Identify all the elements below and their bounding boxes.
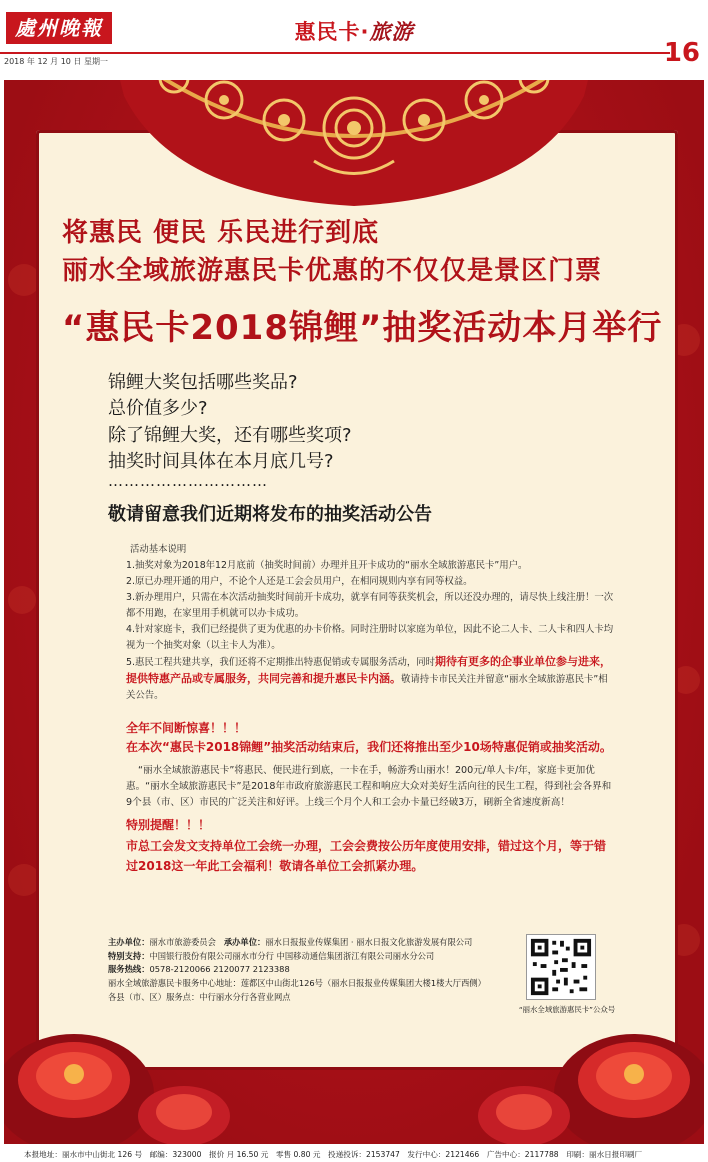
headline-1: 将惠民 便民 乐民进行到底 xyxy=(62,218,380,248)
support-value: 中国银行股份有限公司丽水市分行 中国移动通信集团浙江有限公司丽水分公司 xyxy=(149,950,435,961)
rule-item-2: 2.原已办理开通的用户，不论个人还是工会会员用户，在相同规则内享有同等权益。 xyxy=(126,576,473,587)
organizer-value: 丽水市旅游委员会 xyxy=(149,937,216,947)
reminder-body: 市总工会发文支持单位工会统一办理，工会会费按公历年度使用安排，错过这个月，等于错过2018这一年此工会福利！敬请各单位工会抓紧办理。 xyxy=(126,839,607,873)
headline-main: “惠民卡2018锦鲤”抽奖活动本月举行 xyxy=(62,308,663,348)
rule-item-1: 1.抽奖对象为2018年12月底前（抽奖时间前）办理并且开卡成功的“丽水全域旅游惠民卡”用户。 xyxy=(126,560,528,571)
rule-item-5-tail: 敬请持卡市民关注并留意“丽水全域旅游惠民卡”相关公告。 xyxy=(126,674,608,701)
masthead xyxy=(0,0,708,70)
question-3: 除了锦鲤大奖，还有哪些奖项? xyxy=(108,425,352,446)
event-body: 在本次“惠民卡2018锦鲤”抽奖活动结束后，我们还将推出至少10场特惠促销或抽奖活动。 xyxy=(126,740,612,754)
peony-left xyxy=(4,984,234,1144)
rule-item-5 xyxy=(126,654,614,704)
hotline-value: 0578-2120066 2120077 2123388 xyxy=(149,964,290,975)
undertaker-value: 丽水日报报业传媒集团 · 丽水日报文化旅游发展有限公司 xyxy=(265,937,473,947)
section-main: 旅游 xyxy=(369,19,414,44)
rule-item-5-text: 5.惠民工程共建共享，我们还将不定期推出特惠促销或专属服务活动，同时 xyxy=(126,657,435,668)
event-block xyxy=(126,720,614,876)
rule-item-5-highlight: 期待有更多的企事业单位参与进来，提供特惠产品或专属服务，共同完善和提升惠民卡内涵。 xyxy=(126,655,611,685)
activity-rules xyxy=(126,542,614,704)
question-2: 总价值多少? xyxy=(108,398,208,419)
card-description: “丽水全域旅游惠民卡”将惠民、便民进行到底，一卡在手，畅游秀山丽水！200元/单人卡/年，家庭卡更加优惠。“丽水全域旅游惠民卡”是2018年市政府旅游惠民工程和响应大众对美好生活向往的民生工程，得到社会各界和9个县（市、区）市民的广泛关注和好评。上线三个月个人和工会办卡量已经破3万，刷新全省速度新高！ xyxy=(126,765,612,808)
dotted-separator: ………………………… xyxy=(108,472,268,490)
credits xyxy=(108,936,528,1005)
header-rule xyxy=(0,52,670,54)
organizer-label: 主办单位： xyxy=(108,937,150,947)
newspaper-logo: 處州晚報 xyxy=(6,12,112,44)
newspaper-footer: 本报地址：丽水市中山街北 126 号 邮编：323000 报价 月 16.50 元 零售 0.80 元 投递投诉：2153747 发行中心：2121466 广告中心：2117788 印刷：丽水日报印刷厂 xyxy=(24,1150,643,1159)
question-4: 抽奖时间具体在本月底几号? xyxy=(108,451,334,472)
rule-item-4: 4.针对家庭卡，我们已经提供了更为优惠的办卡价格。同时注册时以家庭为单位，因此不论二人卡、二人卡和四人卡均视为一个抽奖对象（以主卡人为准）。 xyxy=(126,624,614,651)
support-label: 特别支持： xyxy=(108,950,150,961)
question-1: 锦鲤大奖包括哪些奖品? xyxy=(108,372,298,393)
credits-hotline xyxy=(108,963,528,977)
top-ornament xyxy=(114,80,594,206)
page-number: 16 xyxy=(663,38,700,68)
poster xyxy=(4,80,704,1144)
event-title: 全年不间断惊喜！！！ xyxy=(126,721,247,735)
headline-2: 丽水全域旅游惠民卡优惠的不仅仅是景区门票 xyxy=(62,256,603,286)
section-prefix: 惠民卡· xyxy=(294,20,370,44)
credits-support xyxy=(108,950,528,964)
credits-service-points: 各县（市、区）服务点：中行丽水分行各营业网点 xyxy=(108,991,291,1002)
qr-code-icon xyxy=(526,934,596,1000)
dateline: 2018 年 12 月 10 日 星期一 xyxy=(4,57,108,66)
section-title xyxy=(0,16,708,46)
reminder-title: 特别提醒！！！ xyxy=(126,818,211,832)
credits-organizers xyxy=(108,936,528,950)
credits-address: 丽水全域旅游惠民卡服务中心地址：莲都区中山街北126号（丽水日报报业传媒集团大楼1楼大厅西侧） xyxy=(108,978,486,989)
rules-title: 活动基本说明 xyxy=(130,544,187,555)
undertaker-label: 承办单位： xyxy=(223,937,266,947)
hotline-label: 服务热线： xyxy=(108,964,150,975)
qr-caption: “丽水全域旅游惠民卡”公众号 xyxy=(518,1005,616,1014)
announcement-notice: 敬请留意我们近期将发布的抽奖活动公告 xyxy=(108,504,432,525)
rule-item-3: 3.新办理用户，只需在本次活动抽奖时间前开卡成功，就享有同等获奖机会，所以还没办理的，请尽快上线注册！一次都不用跑，在家里用手机就可以办卡成功。 xyxy=(126,592,614,619)
